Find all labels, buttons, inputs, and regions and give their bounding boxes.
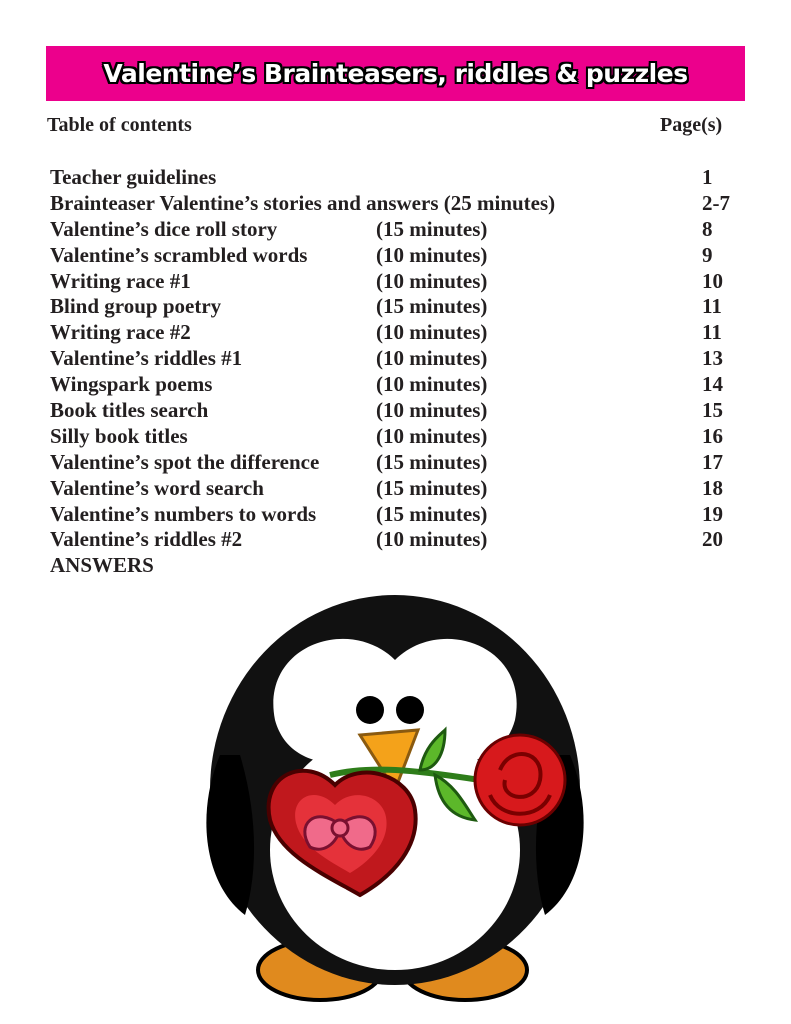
toc-row-page: 17 [702, 449, 723, 474]
toc-row [50, 243, 750, 269]
toc-row-page: 1 [702, 165, 713, 189]
toc-row [50, 191, 750, 217]
toc-row-title: Valentine’s riddles #2 [50, 527, 243, 552]
toc-row-page: 10 [702, 268, 723, 293]
toc-row-time: (15 minutes) [376, 216, 488, 241]
toc-row-title: Brainteaser Valentine’s stories and answers (25 minutes) [50, 190, 556, 215]
toc-row-time: (10 minutes) [376, 527, 488, 552]
toc-row-time: (15 minutes) [376, 449, 488, 474]
toc-row-page: 9 [702, 242, 713, 267]
toc-row-title: Teacher guidelines [50, 165, 217, 189]
toc-row-time: (10 minutes) [376, 242, 488, 267]
toc-row-time: (10 minutes) [376, 346, 488, 371]
toc-row [50, 372, 750, 398]
toc-row [50, 450, 750, 476]
toc-row-time: (15 minutes) [376, 475, 488, 500]
toc-row-time: (10 minutes) [376, 423, 488, 448]
toc-row-title: Book titles search [50, 398, 209, 423]
toc-row-title: Valentine’s scrambled words [50, 242, 308, 267]
table-of-contents [50, 165, 750, 579]
toc-row [50, 320, 750, 346]
rose-icon [475, 735, 565, 825]
toc-heading: Table of contents [47, 114, 192, 136]
page-title: Valentine’s Brainteasers, riddles & puzzles [103, 59, 688, 88]
toc-row-page: 11 [702, 294, 722, 319]
toc-row-page: 18 [702, 475, 723, 500]
toc-row-page: 2-7 [702, 190, 730, 215]
toc-row-time: (10 minutes) [376, 398, 488, 423]
toc-row-title: Wingspark poems [50, 372, 213, 397]
toc-row-title: ANSWERS [50, 553, 154, 578]
toc-row-page: 14 [702, 372, 723, 397]
toc-row-title: Valentine’s riddles #1 [50, 346, 243, 371]
toc-row [50, 424, 750, 450]
toc-row-title: Valentine’s spot the difference [50, 449, 320, 474]
toc-row-page: 13 [702, 346, 723, 371]
right-eye-icon [396, 696, 424, 724]
toc-row-title: Valentine’s numbers to words [50, 501, 317, 526]
toc-row-page: 11 [702, 320, 722, 345]
toc-row-time: (10 minutes) [376, 372, 488, 397]
toc-row [50, 165, 750, 191]
toc-row-page: 15 [702, 398, 723, 423]
toc-row [50, 527, 750, 553]
toc-row [50, 346, 750, 372]
toc-row-title: Blind group poetry [50, 294, 222, 319]
toc-row-title: Writing race #1 [50, 268, 191, 293]
left-eye-icon [356, 696, 384, 724]
toc-row-time: (10 minutes) [376, 268, 488, 293]
toc-row [50, 294, 750, 320]
toc-row-page: 16 [702, 423, 723, 448]
toc-row-title: Valentine’s word search [50, 475, 264, 500]
toc-row-time: (15 minutes) [376, 294, 488, 319]
toc-row-title: Writing race #2 [50, 320, 191, 345]
toc-row-title: Valentine’s dice roll story [50, 216, 278, 241]
toc-row-time: (15 minutes) [376, 501, 488, 526]
toc-row-page: 8 [702, 216, 713, 241]
toc-row-time: (10 minutes) [376, 320, 488, 345]
title-banner [46, 46, 745, 101]
toc-row-page: 19 [702, 501, 723, 526]
toc-row [50, 217, 750, 243]
toc-row-title: Silly book titles [50, 423, 188, 448]
toc-row [50, 502, 750, 528]
toc-row [50, 269, 750, 295]
toc-row-page: 20 [702, 527, 723, 552]
toc-row [50, 553, 750, 579]
toc-row [50, 398, 750, 424]
penguin-with-heart-and-rose-icon [200, 585, 590, 1005]
page-column-heading: Page(s) [660, 114, 723, 136]
toc-row [50, 476, 750, 502]
